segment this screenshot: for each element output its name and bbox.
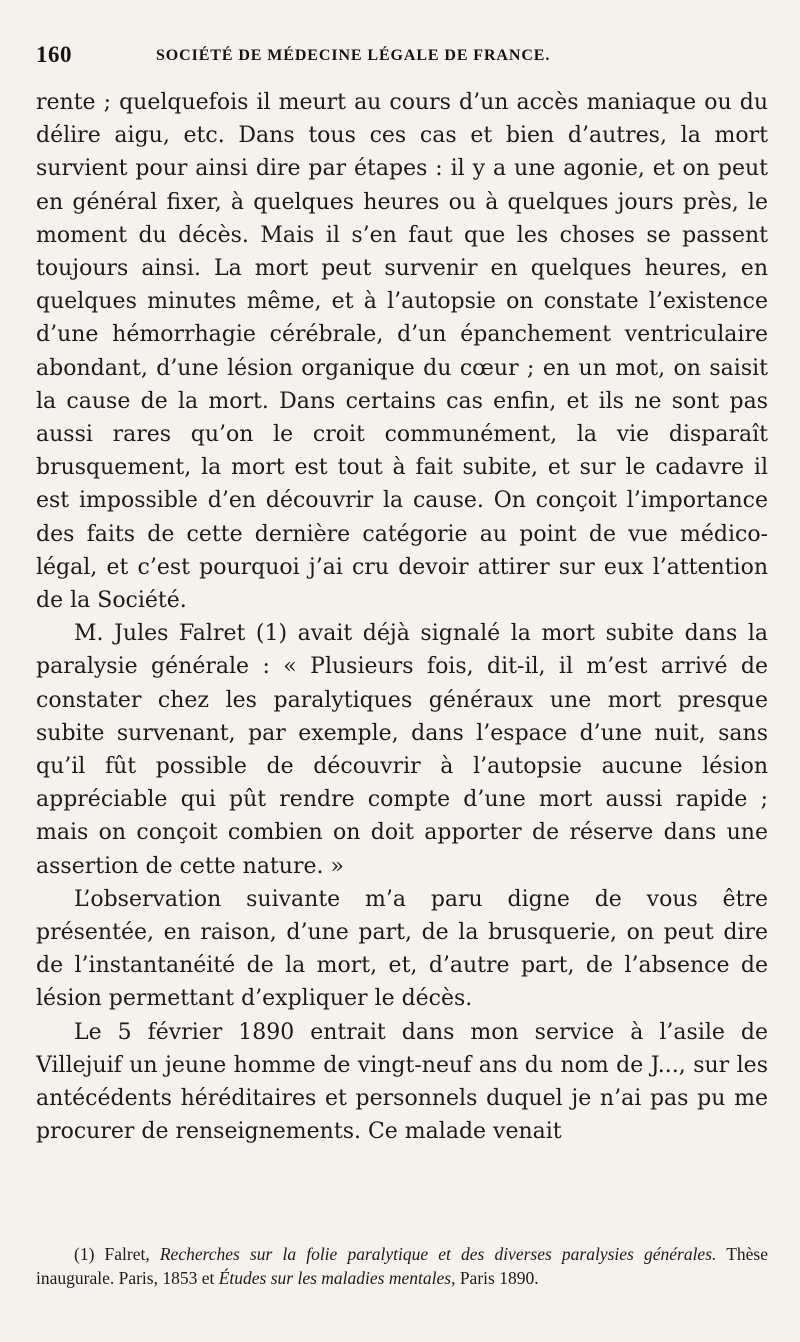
footnote-title-1: Recherches sur la folie paralytique et des diverses paralysies générales. [159,1244,717,1264]
page-header [36,42,740,78]
footnote-title-2: Études sur les maladies mentales, [218,1268,456,1288]
footnote-text-1: Thèse inaugurale. Paris, 1853 et [36,1244,768,1288]
page-number: 160 [36,42,72,67]
footnote-author: Falret, [104,1244,150,1264]
running-head: SOCIÉTÉ DE MÉDECINE LÉGALE DE FRANCE. [156,47,551,64]
paragraph-2: M. Jules Falret (1) avait déjà signalé la mort subite dans la paralysie générale : « Plusieurs fois, dit-il, il m’est arrivé de constater chez les paralytiques généraux une mort presque subite survenant, par exemple, dans l’espace d’une nuit, sans qu’il fût possible de découvrir à l’autopsie aucune lésion appréciable qui pût rendre compte d’une mort aussi rapide ; mais on conçoit combien on doit apporter de réserve dans une assertion de cette nature. » [36,621,768,879]
paragraph-4: Le 5 février 1890 entrait dans mon service à l’asile de Villejuif un jeune homme de vingt-neuf ans du nom de J..., sur les antécédents héréditaires et personnels duquel je n’ai pas pu me procurer de renseignements. Ce malade venait [36,1019,768,1145]
body-text [36,86,768,1149]
footnote [36,1242,768,1290]
paragraph-1: rente ; quelquefois il meurt au cours d’un accès maniaque ou du délire aigu, etc. Dans tous ces cas et bien d’autres, la mort survient pour ainsi dire par étapes : il y a une agonie, et on peut en général fixer, à quelques heures ou à quelques jours près, le moment du décès. Mais il s’en faut que les choses se passent toujours ainsi. La mort peut survenir en quelques heures, en quelques minutes même, et à l’autopsie on constate l’existence d’une hémorrhagie cérébrale, d’un épanchement ventriculaire abondant, d’une lésion organique du cœur ; en un mot, on saisit la cause de la mort. Dans certains cas enfin, et ils ne sont pas aussi rares qu’on le croit communément, la vie disparaît brusquement, la mort est tout à fait subite, et sur le cadavre il est impossible d’en découvrir la cause. On conçoit l’importance des faits de cette dernière catégorie au point de vue médico-légal, et c’est pourquoi j’ai cru devoir attirer sur eux l’attention de la Société. [36,90,768,614]
footnote-marker: (1) [74,1244,95,1264]
footnote-text-2: Paris 1890. [459,1268,539,1288]
paragraph-3: L’observation suivante m’a paru digne de vous être présentée, en raison, d’une part, de la brusquerie, on peut dire de l’instantanéité de la mort, et, d’autre part, de l’absence de lésion permettant d’expliquer le décès. [36,886,768,1012]
